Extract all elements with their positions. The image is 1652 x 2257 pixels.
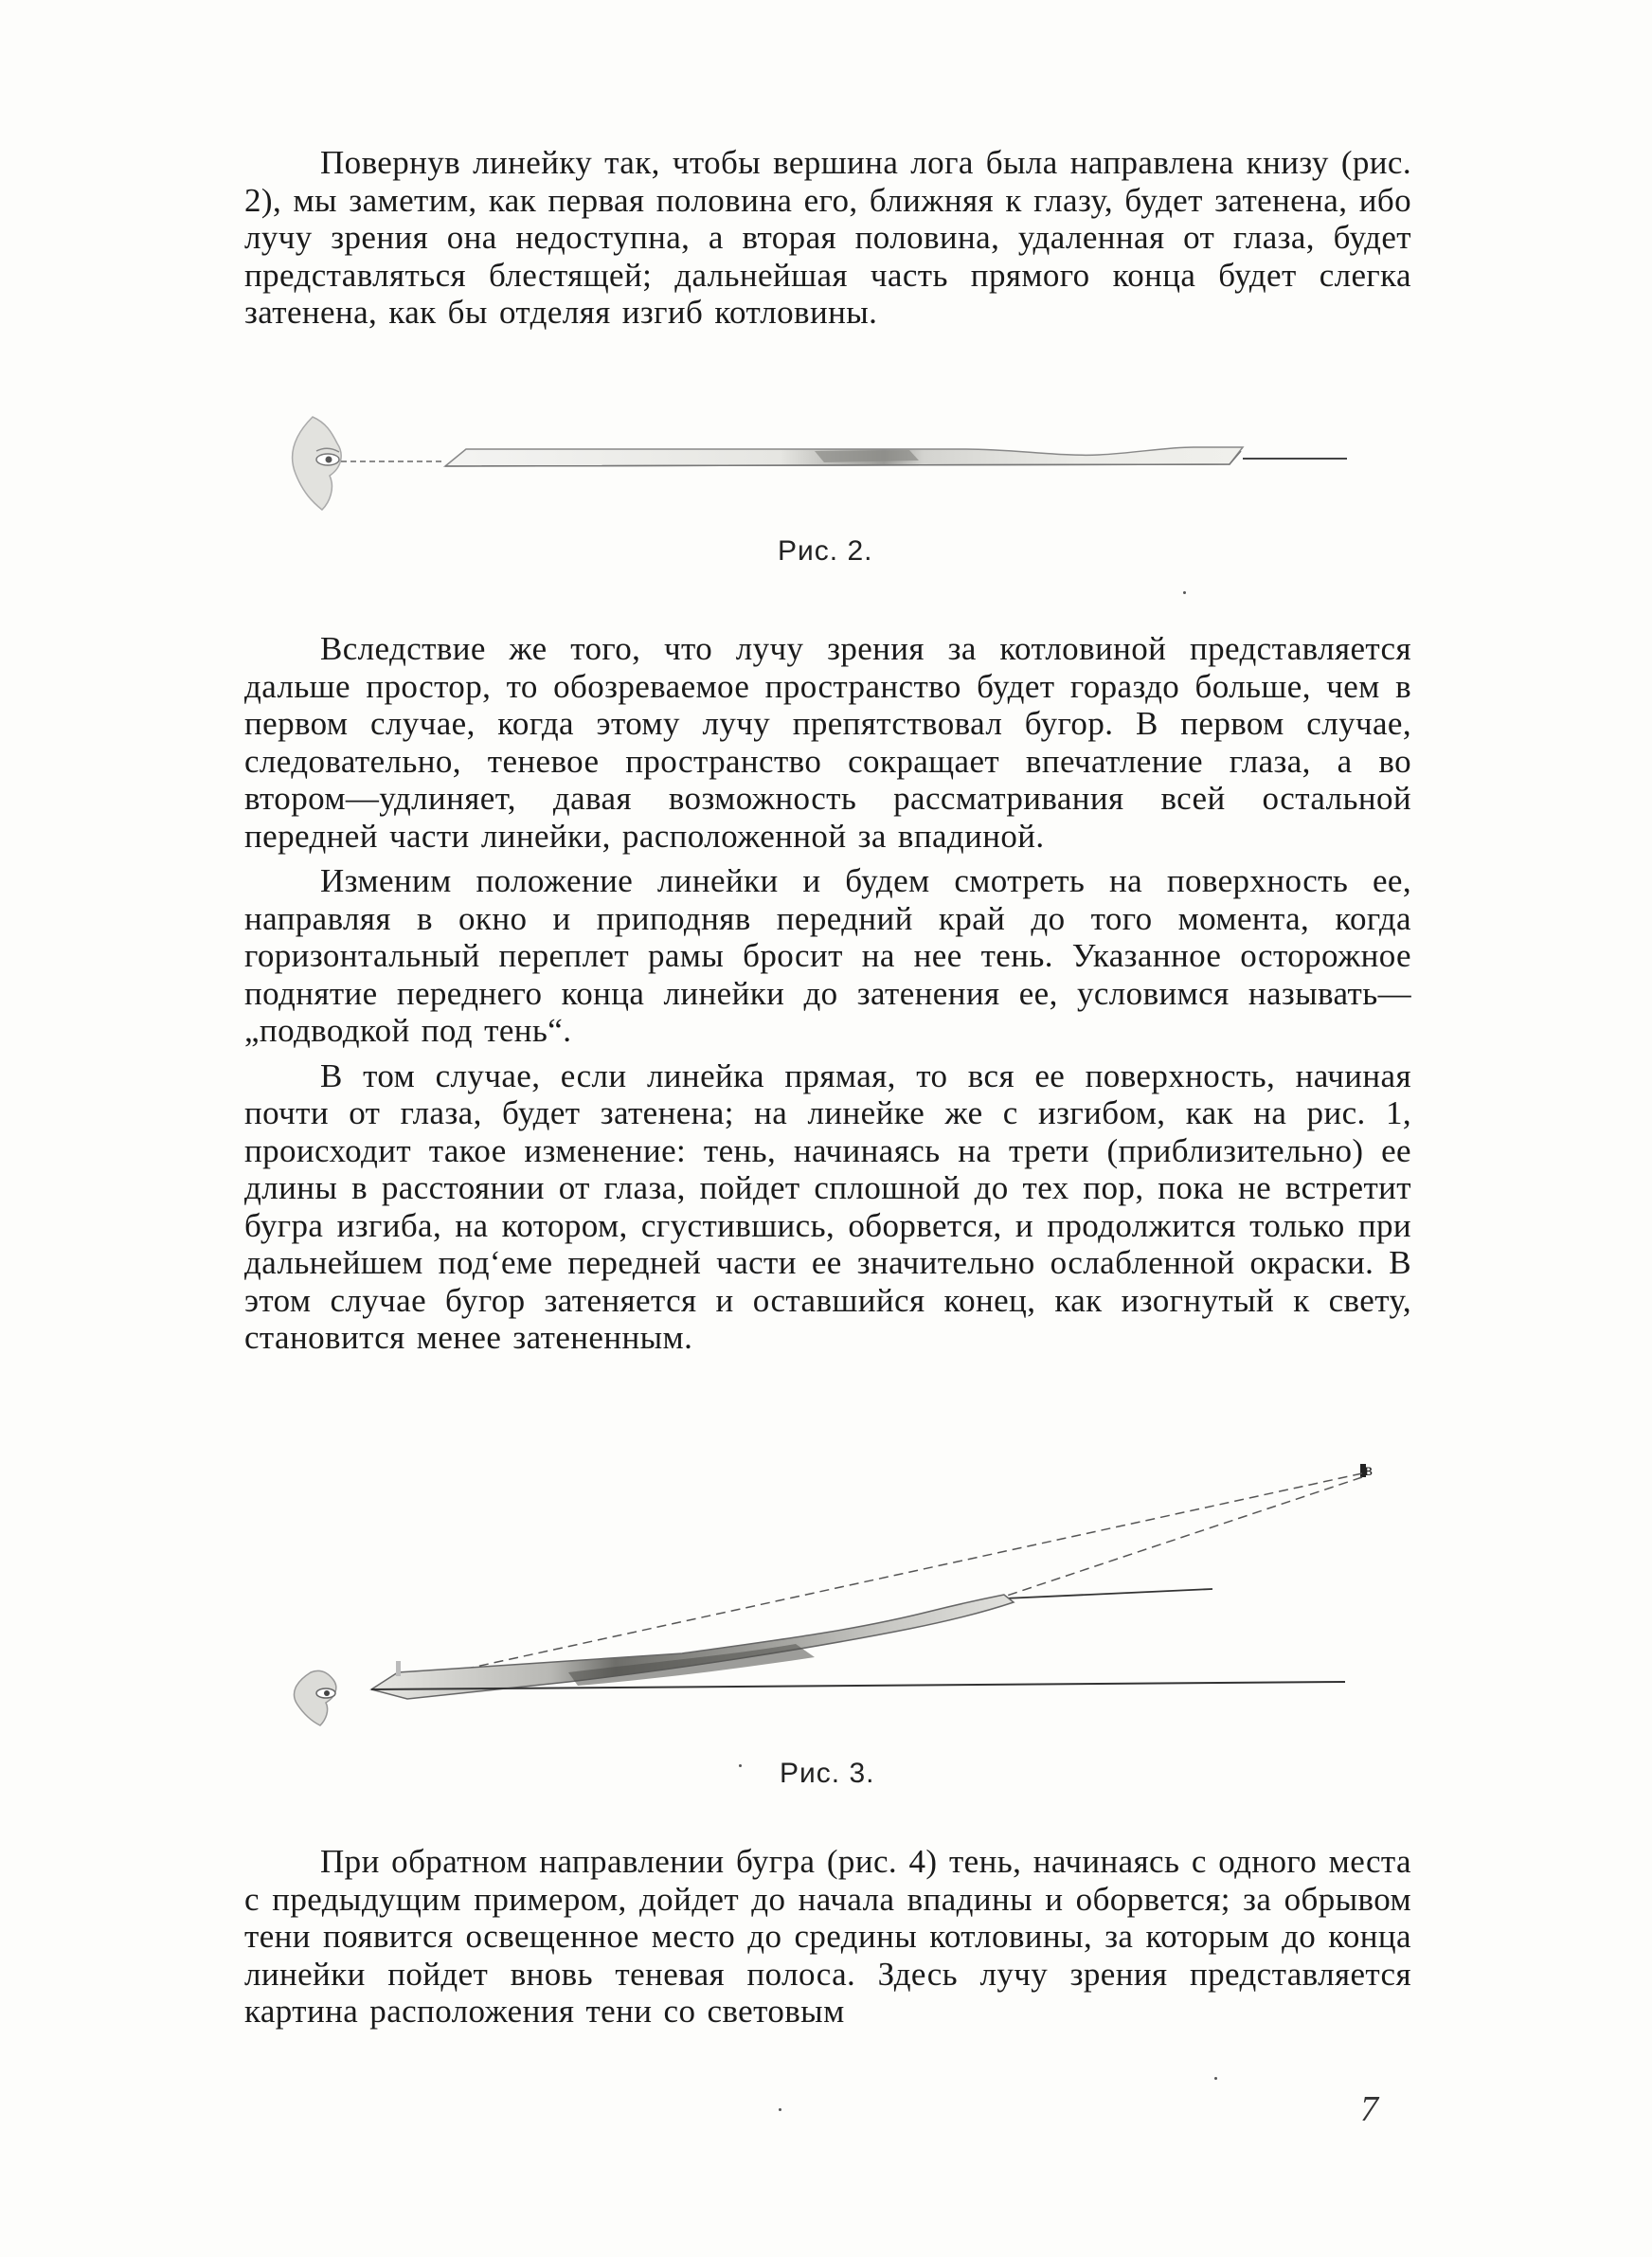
light-ray-lower xyxy=(1004,1477,1362,1597)
text-block-middle xyxy=(244,630,1411,1357)
paragraph-2: Вследствие же того, что лучу зрения за котловиной представляется дальше простор, то обозреваемое пространство будет гораздо больше, чем в первом случае, когда этому лучу препятствовал бугор. В первом случае, следовательно, теневое пространство сокращает впечатление глаза, а во втором—удлиняет, давая возможность рассматривания всей остальной передней части линейки, расположенной за впадиной. xyxy=(244,630,1411,855)
eye-icon xyxy=(294,1670,335,1725)
eye-icon xyxy=(293,417,342,510)
tick-mark xyxy=(396,1661,401,1676)
figure-2-ruler-drawing xyxy=(284,398,1364,531)
print-speck xyxy=(1183,591,1186,594)
svg-text:в: в xyxy=(1364,1461,1374,1479)
figure-3-ruler-drawing xyxy=(284,1445,1392,1729)
page-number: 7 xyxy=(1360,2089,1378,2129)
light-ray-upper xyxy=(371,1473,1362,1689)
text-block-bottom xyxy=(244,1843,1411,2031)
paragraph-4: В том случае, если линейка прямая, то вся ее поверхность, начиная почти от глаза, будет затенена; на линейке же с изгибом, как на рис. 1, происходит такое изменение: тень, начинаясь на трети (приблизительно) ее длины в расстоянии от глаза, пойдет сплошной до тех пор, пока не встретит бугра изгиба, на котором, сгустившись, оборвется, и продолжится только при дальнейшем под‘еме передней части ее значительно ослабленной окраски. В этом случае бугор затеняется и оставшийся конец, как изогнутый к свету, становится менее затененным. xyxy=(244,1056,1411,1356)
light-source-marker xyxy=(1360,1461,1373,1479)
shadow-on-ruler xyxy=(815,450,919,462)
figure-3-caption: Рис. 3. xyxy=(780,1758,875,1789)
ruler-body xyxy=(371,1595,1014,1699)
text-block-top xyxy=(244,144,1411,332)
ruler-axis-line xyxy=(1004,1589,1212,1598)
paragraph-1: Повернув линейку так, чтобы вершина лога была направлена книзу (рис. 2), мы заметим, как первая половина его, ближняя к глазу, будет затенена, ибо лучу зрения она недоступна, а вторая половина, удаленная от глаза, будет представляться блестящей; дальнейшая часть прямого конца будет слегка затенена, как бы отделяя изгиб котловины. xyxy=(244,144,1411,331)
print-speck xyxy=(1214,2077,1217,2080)
paragraph-5: При обратном направлении бугра (рис. 4) тень, начинаясь с одного места с предыдущим примером, дойдет до начала впадины и оборвется; за обрывом тени появится освещенное место до средины котловины, за которым до конца линейки пойдет вновь теневая полоса. Здесь лучу зрения представляется картина расположения тени со световым xyxy=(244,1843,1411,2030)
figure-2-caption: Рис. 2. xyxy=(778,535,873,567)
print-speck xyxy=(739,1764,742,1767)
paragraph-3: Изменим положение линейки и будем смотреть на поверхность ее, направляя в окно и приподняв передний край до того момента, когда горизонтальный переплет рамы бросит на нее тень. Указанное осторожное поднятие переднего конца линейки до затенения ее, условимся называть—„подводкой под тень“. xyxy=(244,862,1411,1049)
print-speck xyxy=(779,2108,781,2111)
